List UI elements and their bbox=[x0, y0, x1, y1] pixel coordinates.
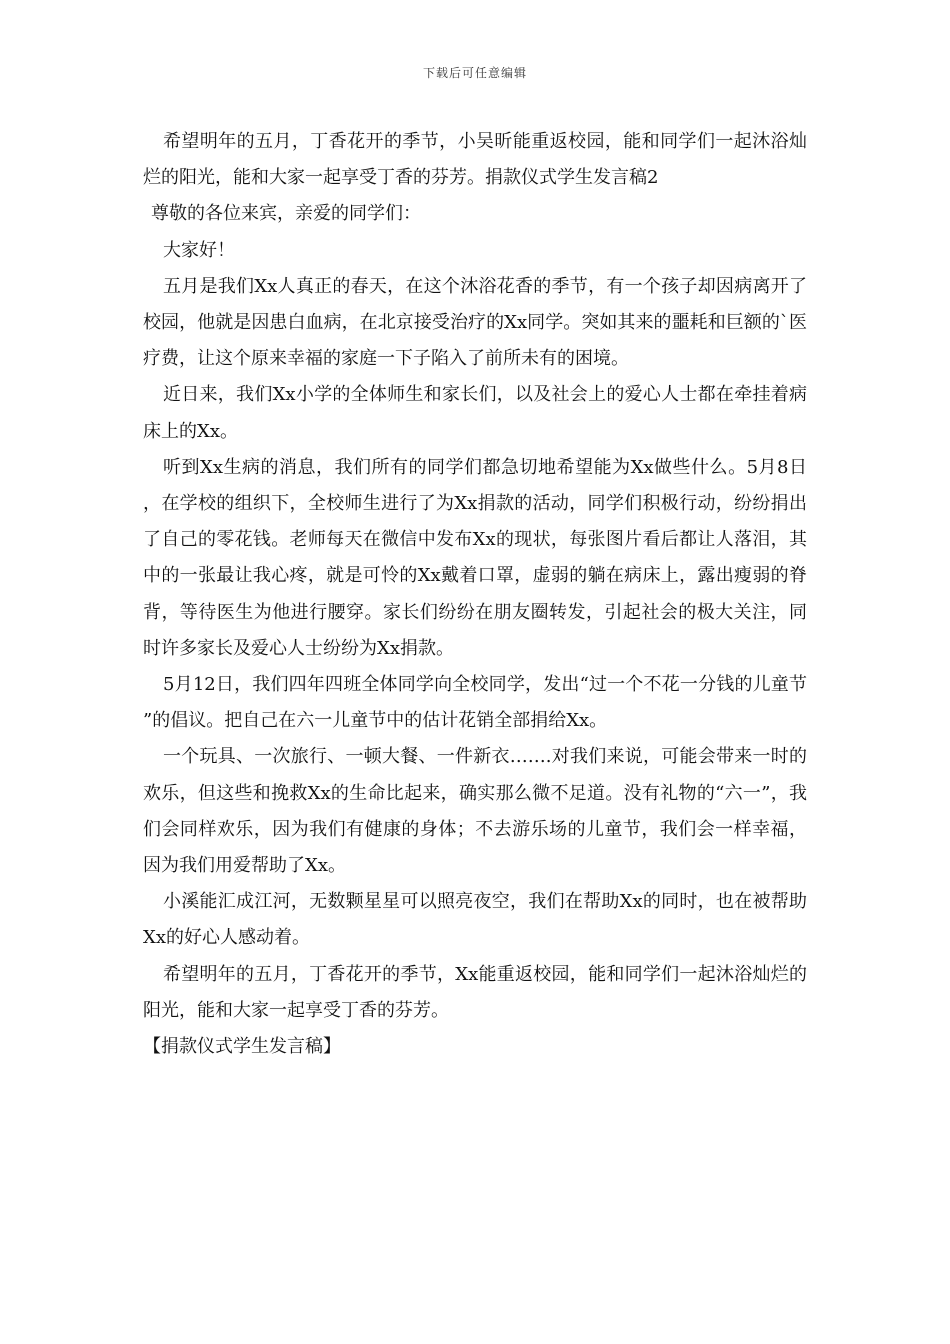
page-header: 下载后可任意编辑 bbox=[422, 66, 527, 80]
paragraph-8: 一个玩具、一次旅行、一顿大餐、一件新衣…….对我们来说，可能会带来一时的欢乐，但这些和挽救Xx的生命比起来，确实那么微不足道。没有礼物的“六一”，我们会同样欢乐，因为我们有健康的身体；不去游乐场的儿童节，我们会一样幸福，因为我们用爱帮助了Xx。 bbox=[143, 746, 807, 877]
paragraph-7: 5月12日，我们四年四班全体同学向全校同学，发出“过一个不花一分钱的儿童节”的倡议。把自己在六一儿童节中的估计花销全部捐给Xx。 bbox=[143, 674, 807, 732]
paragraph-4: 五月是我们Xx人真正的春天，在这个沐浴花香的季节，有一个孩子却因病离开了校园，他就是因患白血病，在北京接受治疗的Xx同学。突如其来的噩耗和巨额的`医疗费，让这个原来幸福的家庭一下子陷入了前所未有的困境。 bbox=[143, 275, 807, 370]
document-body bbox=[143, 124, 807, 1065]
paragraph-6: 听到Xx生病的消息，我们所有的同学们都急切地希望能为Xx做些什么。5月8日，在学校的组织下，全校师生进行了为Xx捐款的活动，同学们积极行动，纷纷捐出了自己的零花钱。老师每天在微信中发布Xx的现状，每张图片看后都让人落泪，其中的一张最让我心疼，就是可怜的Xx戴着口罩，虚弱的躺在病床上，露出瘦弱的脊背，等待医生为他进行腰穿。家长们纷纷在朋友圈转发，引起社会的极大关注，同时许多家长及爱心人士纷纷为Xx捐款。 bbox=[143, 456, 807, 659]
paragraph-greeting: 大家好！ bbox=[163, 239, 235, 261]
paragraph-10: 希望明年的五月，丁香花开的季节，Xx能重返校园，能和同学们一起沐浴灿烂的阳光，能和大家一起享受丁香的芬芳。 bbox=[143, 963, 807, 1021]
paragraph-9: 小溪能汇成江河，无数颗星星可以照亮夜空，我们在帮助Xx的同时，也在被帮助Xx的好心人感动着。 bbox=[143, 891, 807, 949]
closing-title: 【捐款仪式学生发言稿】 bbox=[143, 1036, 341, 1058]
paragraph-1: 希望明年的五月，丁香花开的季节，小吴昕能重返校园，能和同学们一起沐浴灿烂的阳光，能和大家一起享受丁香的芬芳。捐款仪式学生发言稿2 bbox=[143, 131, 807, 189]
paragraph-salutation: 尊敬的各位来宾，亲爱的同学们： bbox=[151, 203, 421, 225]
paragraph-5: 近日来，我们Xx小学的全体师生和家长们，以及社会上的爱心人士都在牵挂着病床上的Xx。 bbox=[143, 384, 807, 442]
